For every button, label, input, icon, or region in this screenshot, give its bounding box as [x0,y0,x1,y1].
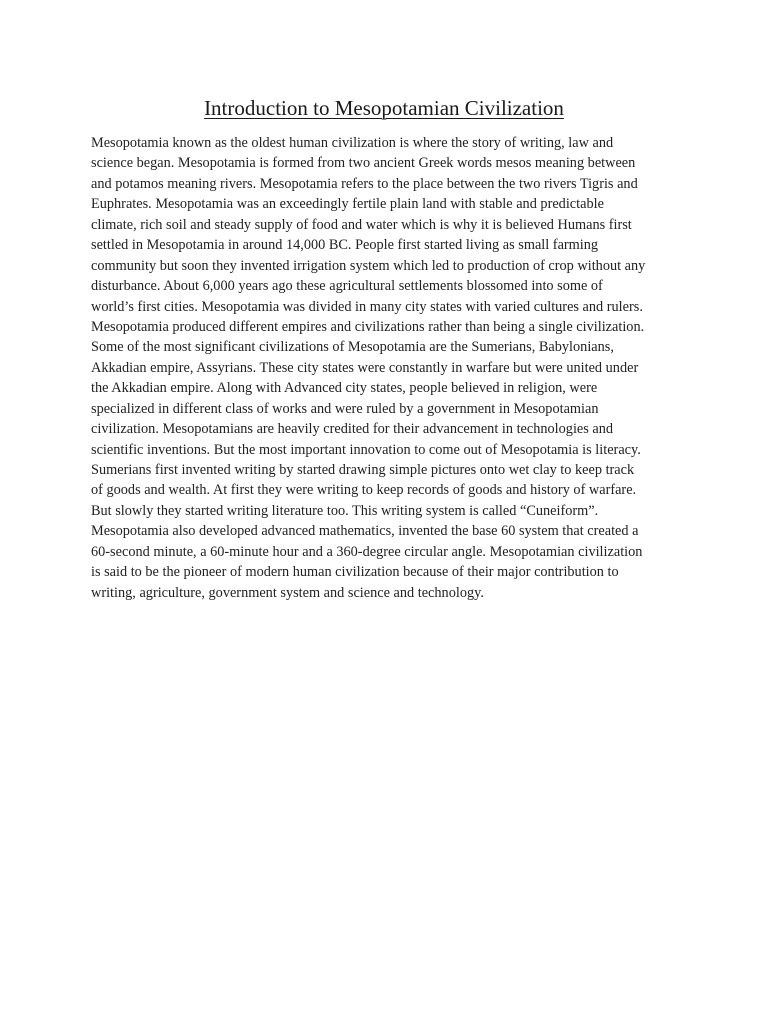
paragraph-line: Mesopotamia produced different empires and civilizations rather than being a single civilization. [91,318,645,335]
document-title: Introduction to Mesopotamian Civilization [204,96,564,120]
paragraph-line: settled in Mesopotamia in around 14,000 BC. People first started living as small farming [91,237,599,254]
paragraph-line: writing, agriculture, government system and science and technology. [91,584,484,601]
paragraph-line: 60-second minute, a 60-minute hour and a 360-degree circular angle. Mesopotamian civilization [91,543,643,560]
paragraph-line: Some of the most significant civilizations of Mesopotamia are the Sumerians, Babylonians, [91,339,614,356]
paragraph-line: world’s first cities. Mesopotamia was divided in many city states with varied cultures and rulers. [91,298,643,315]
paragraph-line: of goods and wealth. At first they were writing to keep records of goods and history of warfare. [91,482,637,499]
paragraph-line: and potamos meaning rivers. Mesopotamia refers to the place between the two rivers Tigris and [91,175,638,192]
paragraph-line: community but soon they invented irrigation system which led to production of crop without any [91,257,646,274]
paragraph-line: scientific inventions. But the most important innovation to come out of Mesopotamia is literacy. [91,441,641,458]
paragraph-line: science began. Mesopotamia is formed from two ancient Greek words mesos meaning between [91,155,636,172]
paragraph-line: is said to be the pioneer of modern human civilization because of their major contribution to [91,564,619,581]
paragraph-line: climate, rich soil and steady supply of food and water which is why it is believed Humans first [91,216,632,233]
paragraph-line: Mesopotamia known as the oldest human civilization is where the story of writing, law and [91,135,614,151]
paragraph-line: Sumerians first invented writing by started drawing simple pictures onto wet clay to keep track [91,462,635,478]
paragraph-line: Akkadian empire, Assyrians. These city states were constantly in warfare but were united under [91,359,639,376]
paragraph-line: the Akkadian empire. Along with Advanced city states, people believed in religion, were [91,380,598,397]
paragraph-line: Mesopotamia also developed advanced mathematics, invented the base 60 system that created a [91,523,639,540]
paragraph-line: But slowly they started writing literature too. This writing system is called “Cuneiform”. [91,502,599,519]
paragraph-line: civilization. Mesopotamians are heavily credited for their advancement in technologies and [91,421,614,438]
body-paragraph [91,133,681,603]
paragraph-line: disturbance. About 6,000 years ago these agricultural settlements blossomed into some of [91,278,603,295]
paragraph-line: specialized in different class of works and were ruled by a government in Mesopotamian [91,400,599,417]
paragraph-line: Euphrates. Mesopotamia was an exceedingly fertile plain land with stable and predictable [91,196,604,213]
